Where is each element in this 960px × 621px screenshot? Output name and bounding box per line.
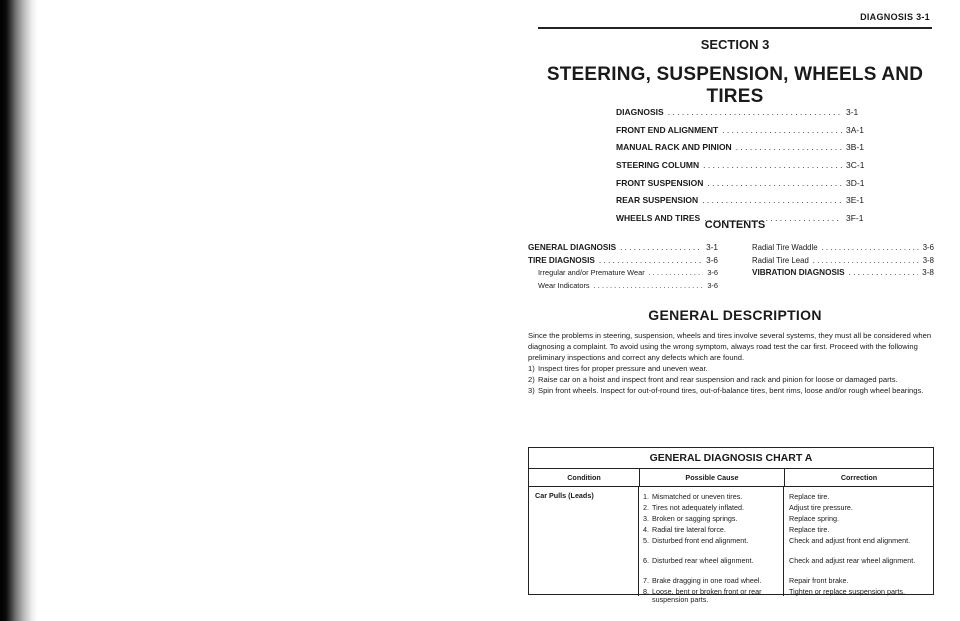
cause-item: 8. Loose, bent or broken front or rear suspension parts.	[643, 587, 762, 605]
page-title: STEERING, SUSPENSION, WHEELS AND TIRES	[546, 64, 924, 107]
general-description-body	[528, 330, 936, 396]
leader-dots	[702, 195, 842, 205]
correction-item: Replace spring.	[789, 514, 839, 523]
running-head: DIAGNOSIS 3-1	[860, 12, 930, 22]
cause-item: 6. Disturbed rear wheel alignment.	[643, 556, 754, 565]
cause-item: 7. Brake dragging in one road wheel.	[643, 576, 762, 585]
leader-dots	[620, 243, 702, 252]
cause-item: 5. Disturbed front end alignment.	[643, 536, 749, 545]
contents-item[interactable]: VIBRATION DIAGNOSIS . . . 3-8	[752, 268, 934, 281]
blank-left-page	[38, 0, 518, 621]
section-label: SECTION 3	[700, 37, 770, 52]
diagnosis-chart	[528, 447, 934, 605]
contents-left-column	[528, 243, 718, 293]
chart-title: GENERAL DIAGNOSIS CHART A	[529, 448, 933, 469]
inspection-step: 1) Inspect tires for proper pressure and uneven wear.	[528, 364, 708, 373]
contents-right-column	[752, 243, 934, 281]
cause-column	[639, 487, 784, 605]
toc-item[interactable]: FRONT END ALIGNMENT . . . 3A-1	[616, 125, 866, 143]
toc-item[interactable]: STEERING COLUMN . . . 3C-1	[616, 160, 866, 178]
contents-item[interactable]: GENERAL DIAGNOSIS . . . 3-1	[528, 243, 718, 256]
general-description-heading: GENERAL DESCRIPTION	[648, 307, 822, 323]
contents-subitem[interactable]: Radial Tire Waddle . . . 3-6	[752, 243, 934, 256]
leader-dots	[849, 268, 919, 277]
correction-item: Adjust tire pressure.	[789, 503, 853, 512]
leader-dots	[703, 160, 842, 170]
contents-heading: CONTENTS	[704, 219, 766, 231]
leader-dots	[707, 178, 842, 188]
contents-subitem[interactable]: Wear Indicators . . . 3-6	[528, 281, 718, 294]
header-condition: Condition	[529, 469, 640, 486]
leader-dots	[668, 107, 842, 117]
correction-item: Repair front brake.	[789, 576, 849, 585]
correction-item: Replace tire.	[789, 492, 830, 501]
leader-dots	[594, 281, 704, 290]
correction-item: Check and adjust front end alignment.	[789, 536, 911, 545]
inspection-step: 2) Raise car on a hoist and inspect front and rear suspension and rack and pinion for loose or damaged parts.	[528, 375, 898, 384]
correction-column	[784, 487, 933, 596]
correction-item: Tighten or replace suspension parts.	[789, 587, 905, 596]
header-cause: Possible Cause	[640, 469, 785, 486]
toc-item[interactable]: FRONT SUSPENSION . . . 3D-1	[616, 178, 866, 196]
contents-subitem[interactable]: Radial Tire Lead . . . 3-8	[752, 256, 934, 269]
leader-dots	[599, 256, 702, 265]
cause-item: 3. Broken or sagging springs.	[643, 514, 738, 523]
cause-item: 4. Radial tire lateral force.	[643, 525, 726, 534]
toc-item[interactable]: DIAGNOSIS . . . 3-1	[616, 107, 866, 125]
toc-item[interactable]: MANUAL RACK AND PINION . . . 3B-1	[616, 142, 866, 160]
toc-item[interactable]: REAR SUSPENSION . . . 3E-1	[616, 195, 866, 213]
header-correction: Correction	[840, 473, 878, 482]
scanned-binding-edge	[0, 0, 38, 621]
leader-dots	[813, 256, 919, 265]
cause-item: 1. Mismatched or uneven tires.	[643, 492, 743, 501]
chart-header-row	[529, 469, 933, 487]
leader-dots	[649, 268, 704, 277]
chart-body	[529, 487, 933, 605]
inspection-step: 3) Spin front wheels. Inspect for out-of-round tires, out-of-balance tires, bent rims, loose and/or rough wheel bearings.	[528, 386, 924, 395]
leader-dots	[736, 142, 842, 152]
correction-item: Check and adjust rear wheel alignment.	[789, 556, 916, 565]
header-rule	[538, 27, 932, 29]
condition-cell: Car Pulls (Leads)	[529, 487, 639, 596]
correction-item: Replace tire.	[789, 525, 830, 534]
cause-item: 2. Tires not adequately inflated.	[643, 503, 745, 512]
leader-dots	[722, 125, 842, 135]
contents-item[interactable]: TIRE DIAGNOSIS . . . 3-6	[528, 256, 718, 269]
section-toc	[616, 107, 866, 231]
leader-dots	[822, 243, 919, 252]
toc-item[interactable]: WHEELS AND TIRES . . . 3F-1	[616, 213, 866, 231]
contents-subitem[interactable]: Irregular and/or Premature Wear . . . 3-6	[528, 268, 718, 281]
intro-paragraph: Since the problems in steering, suspension, wheels and tires involve several systems, they must all be considered when diagnosing a complaint. To avoid using the wrong symptom, always road test the car first. Proceed with the following preliminary inspections and correct any defects which are found.	[528, 331, 932, 362]
